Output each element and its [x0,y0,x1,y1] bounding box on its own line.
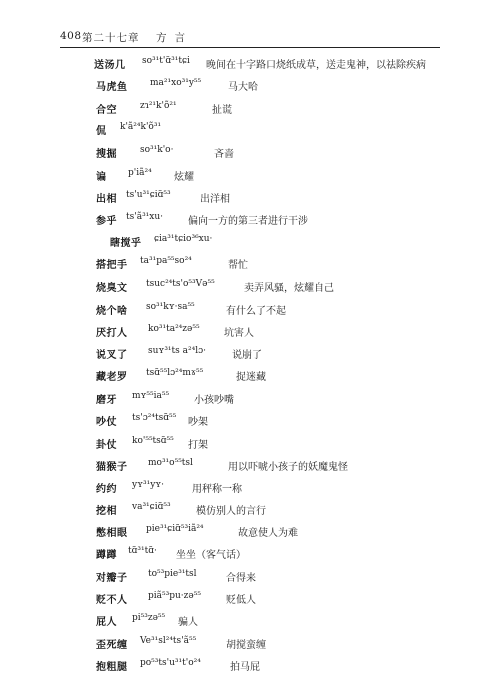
list-item [0,413,500,430]
entry-term: 歪死缠 [96,640,128,651]
list-item [0,234,500,251]
entry-pronunciation: so³¹kʏ·sa⁵⁵ [146,302,195,312]
entry-term: 卦仗 [96,440,117,451]
list-item [0,212,500,229]
entry-pronunciation: to⁵³pie³¹tsl [148,569,197,579]
entry-gloss: 扯谎 [212,105,232,116]
entry-gloss: 小孩吵嘴 [194,395,234,406]
list-item [0,145,500,162]
entry-gloss: 马大哈 [228,82,258,93]
list-item [0,78,500,95]
chapter-label: 第二十七章 [82,32,140,44]
entry-term: 参乎 [96,216,117,227]
entry-term: 搭把手 [96,260,128,271]
list-item [0,480,500,497]
entry-term: 烧个啥 [96,306,128,317]
entry-gloss: 胡搅蛮缠 [226,640,266,651]
entry-term: 挖相 [96,506,117,517]
list-item [0,168,500,185]
entry-gloss: 坑害人 [224,328,254,339]
list-item [0,122,500,139]
entry-pronunciation: po⁵³ts'u³¹t'o²⁴ [140,658,201,668]
entry-gloss: 坐坐（客气话） [176,550,246,561]
entry-gloss: 吝啬 [214,149,234,160]
entry-pronunciation: k'ã²⁴k'õ³¹ [120,122,162,132]
entry-pronunciation: ma²¹xo³¹y⁵⁵ [150,78,202,88]
entry-term: 吵仗 [96,417,117,428]
entry-pronunciation: tsɑ̃⁵⁵lɔ²⁴mɤ⁵⁵ [146,368,204,378]
entry-term: 搜掘 [96,149,117,160]
entry-term: 抱粗腿 [96,662,128,673]
entry-gloss: 吵架 [188,417,208,428]
list-item [0,591,500,608]
list-item [0,101,500,118]
entry-pronunciation: piã⁵³pu·zə⁵⁵ [148,591,201,601]
entry-gloss: 用以吓唬小孩子的妖魔鬼怪 [228,462,348,473]
entry-term: 瞎搅乎 [110,238,142,249]
entry-term: 厌打人 [96,328,128,339]
entry-pronunciation: pi⁵³zə⁵⁵ [132,613,166,623]
list-item [0,546,500,563]
list-item [0,56,500,73]
list-item [0,346,500,363]
entry-gloss: 说崩了 [232,350,262,361]
entry-gloss: 偏向一方的第三者进行干涉 [188,216,308,227]
list-item [0,658,500,675]
entry-gloss: 骗人 [178,617,198,628]
entry-gloss: 捉迷藏 [236,372,266,383]
entry-pronunciation: mo³¹o⁵⁵tsl [148,458,193,468]
entry-pronunciation: Ve³¹sl²⁴ts'ã⁵⁵ [140,636,197,646]
list-item [0,324,500,341]
list-item [0,368,500,385]
list-item [0,190,500,207]
entry-pronunciation: p'iã²⁴ [128,168,152,178]
entry-term: 屁人 [96,617,117,628]
entry-pronunciation: ko'⁵⁵tsɑ̃⁵⁵ [132,436,174,446]
entry-term: 马虎鱼 [96,82,128,93]
entry-gloss: 炫耀 [174,172,194,183]
entry-pronunciation: ts'ɔ²⁴tsɑ̃⁵⁵ [132,413,177,423]
list-item [0,613,500,630]
entry-term: 贬不人 [96,595,128,606]
entry-term: 猫猴子 [96,462,128,473]
entry-gloss: 拍马屁 [230,662,260,673]
entry-term: 谝 [96,172,107,183]
entry-term: 蹲蹲 [96,550,117,561]
entry-pronunciation: ko³¹ta²⁴zə⁵⁵ [148,324,200,334]
entry-gloss: 合得来 [226,573,256,584]
entry-gloss: 出洋相 [200,194,230,205]
entry-term: 烧臭文 [96,283,128,294]
entry-term: 说叉了 [96,350,128,361]
entry-gloss: 晚间在十字路口烧纸成草，送走鬼神，以祛除疾病 [206,60,426,71]
list-item [0,279,500,296]
entry-gloss: 有什么了不起 [226,306,286,317]
entry-pronunciation: yʏ³¹yʏ· [132,480,165,490]
entry-gloss: 模仿别人的言行 [196,506,266,517]
entry-gloss: 用秤称一称 [192,484,242,495]
entry-pronunciation: mʏ⁵⁵ia⁵⁵ [132,391,170,401]
entry-pronunciation: va³¹ɕiɑ̃⁵³ [132,502,171,512]
list-item [0,569,500,586]
entry-term: 合空 [96,105,117,116]
entry-pronunciation: ta³¹pa⁵⁵so²⁴ [140,256,192,266]
entry-term: 侃 [96,126,107,137]
list-item [0,636,500,653]
list-item [0,524,500,541]
entry-term: 藏老罗 [96,372,128,383]
entry-term: 磨牙 [96,395,117,406]
entry-gloss: 帮忙 [228,260,248,271]
list-item [0,391,500,408]
entry-pronunciation: tɑ̃³¹tɑ̃· [128,546,157,556]
list-item [0,458,500,475]
entry-gloss: 卖弄风骚，炫耀自己 [244,283,334,294]
entry-pronunciation: so³¹k'o· [140,145,174,155]
entry-pronunciation: ts'ã³¹xu· [126,212,164,222]
entry-gloss: 打架 [188,440,208,451]
entry-pronunciation: pie³¹ɕiɑ̃⁵³iã²⁴ [146,524,204,534]
entry-term: 送汤几 [94,60,126,71]
entry-term: 憋相眼 [96,528,128,539]
entry-gloss: 故意使人为难 [238,528,298,539]
list-item [0,256,500,273]
entry-pronunciation: ts'u³¹ɕiɑ̃⁵³ [126,190,171,200]
entry-pronunciation: ɕia³¹tɕio³⁶xu· [154,234,213,244]
entry-gloss: 贬低人 [226,595,256,606]
entry-pronunciation: suʏ³¹ts a²⁴lɔ· [148,346,206,356]
entry-pronunciation: so³¹t'ɑ̃³¹tɕi [142,56,190,66]
chapter-title: 方言 [156,32,193,44]
entry-term: 对瓣子 [96,573,128,584]
list-item [0,436,500,453]
page-number: 408 [60,30,82,42]
entry-term: 出相 [96,194,117,205]
entry-pronunciation: tsuc²⁴ts'o⁵³Və⁵⁵ [146,279,215,289]
list-item [0,502,500,519]
entry-term: 约约 [96,484,117,495]
list-item [0,302,500,319]
entry-pronunciation: zɿ²¹k'õ²¹ [140,101,177,111]
